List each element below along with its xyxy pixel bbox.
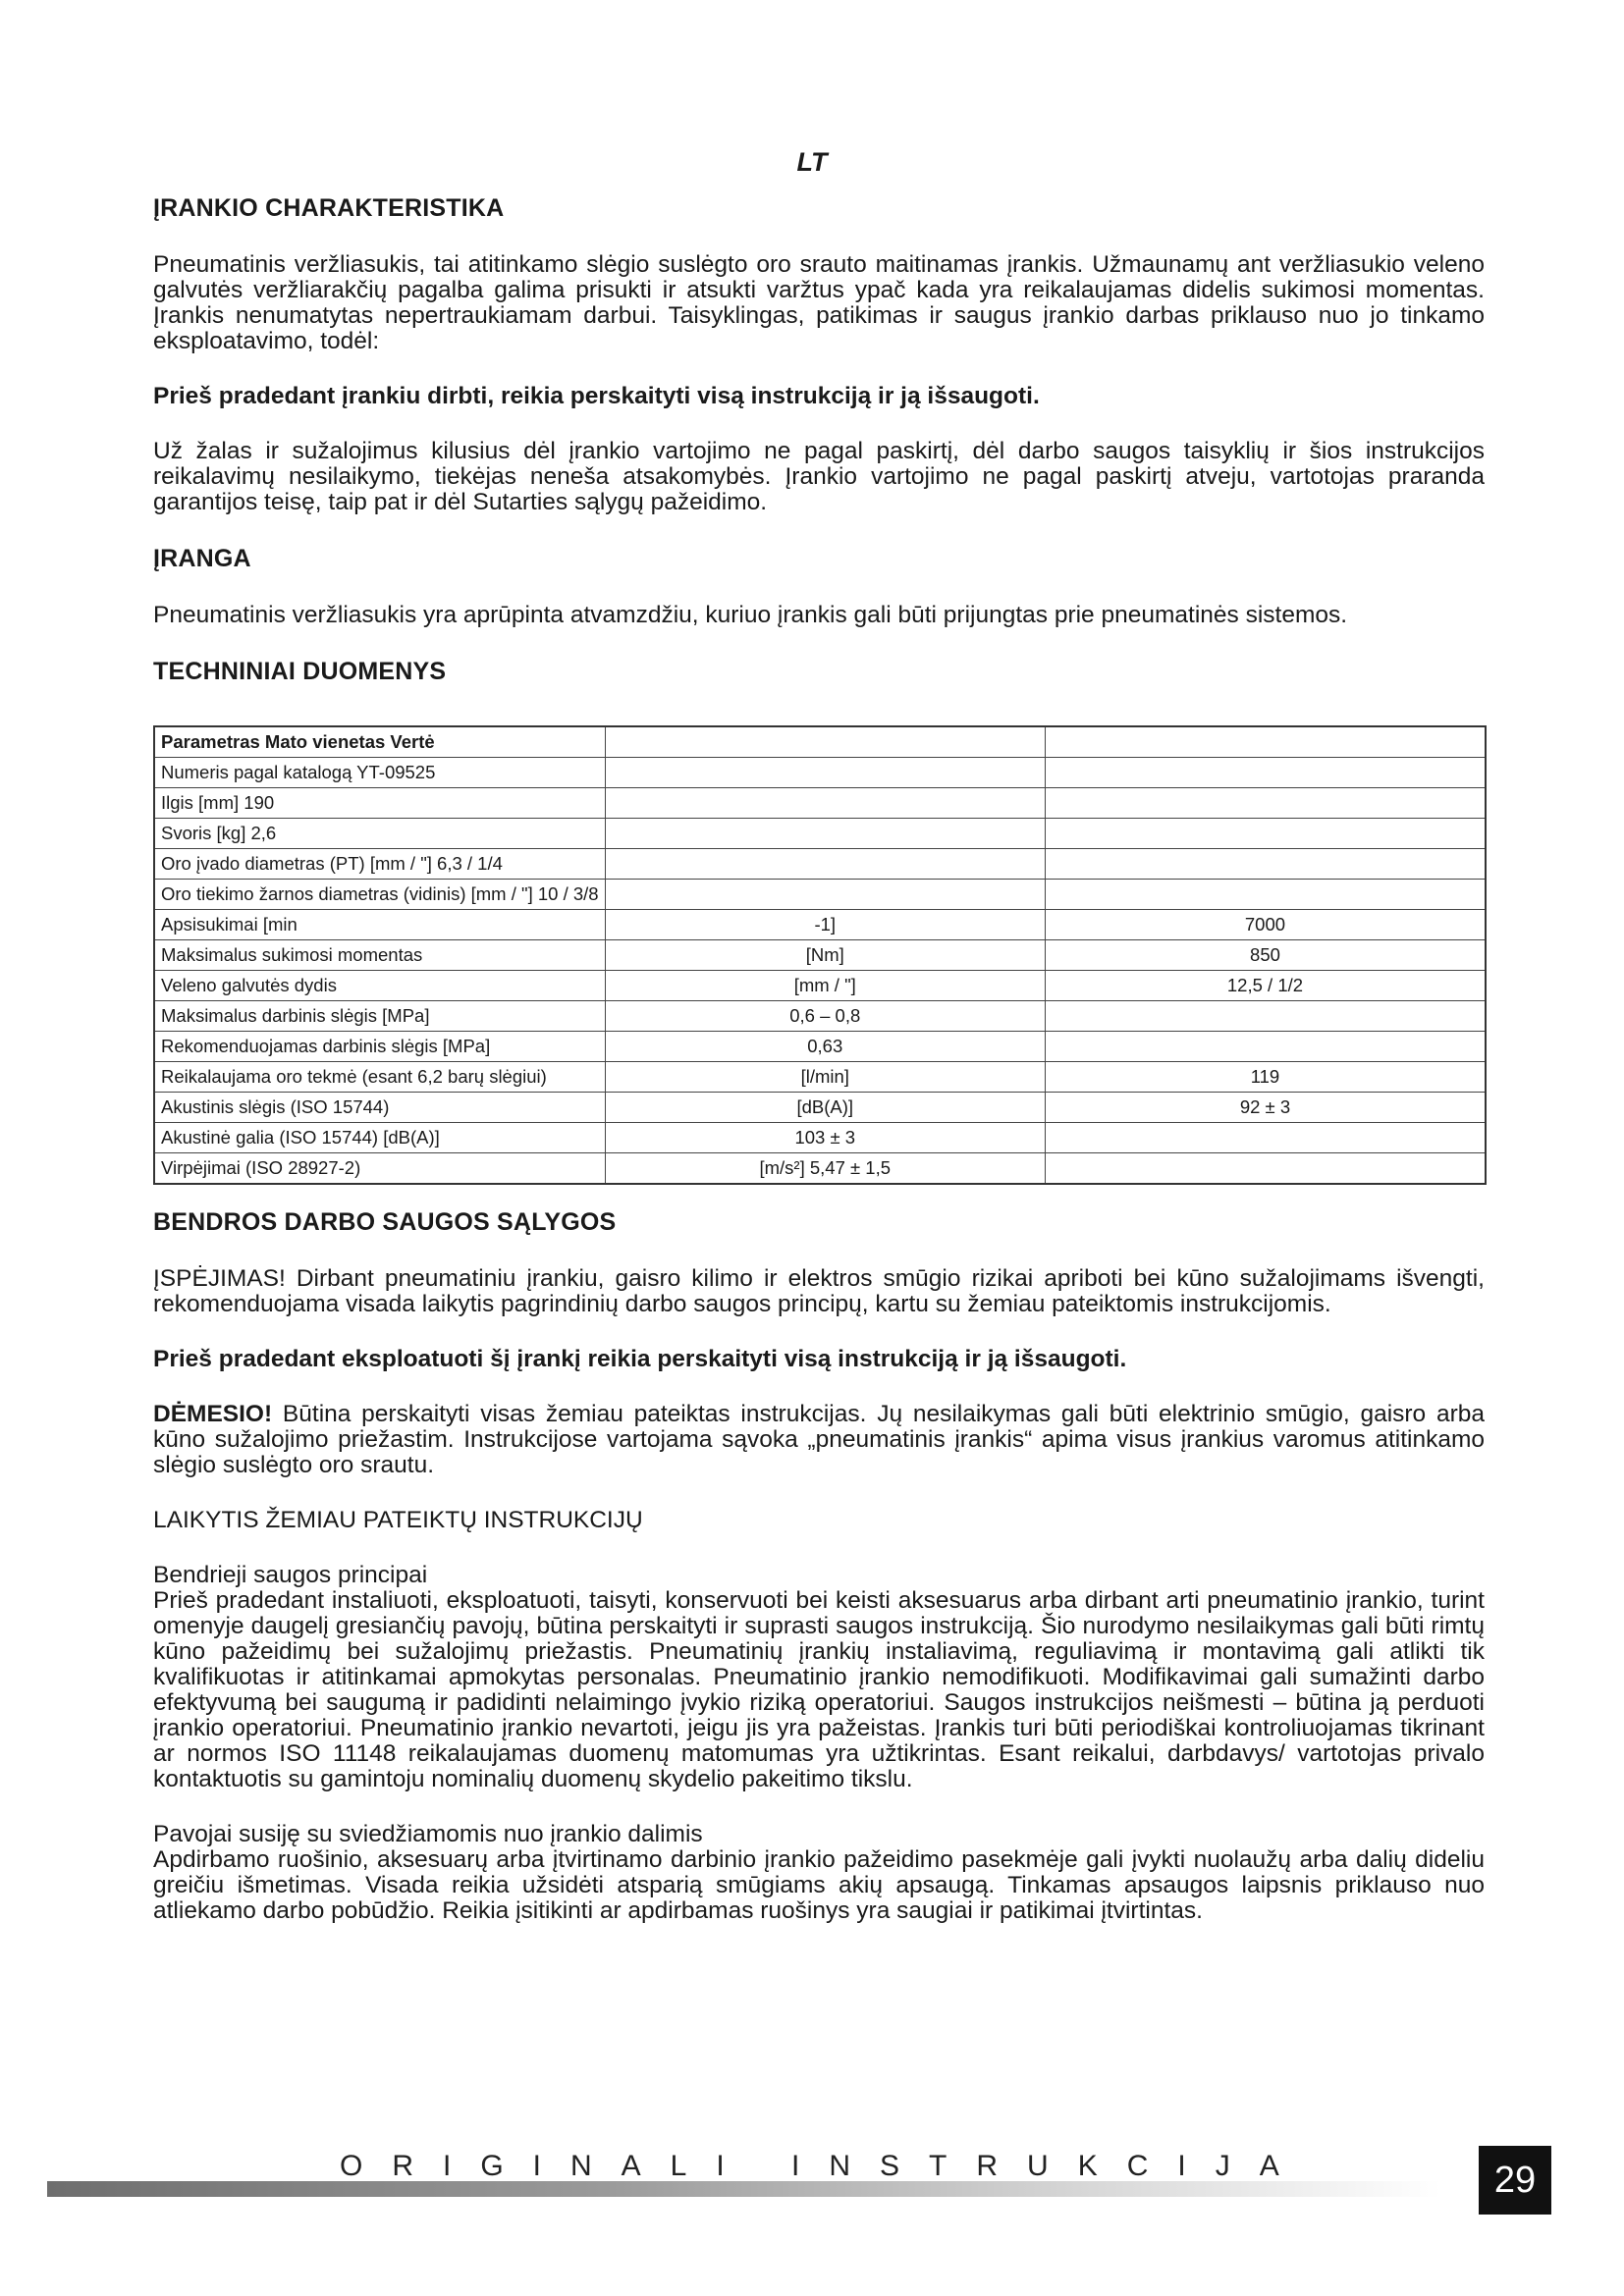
table-cell — [605, 819, 1045, 849]
table-cell — [605, 788, 1045, 819]
table-row — [154, 1123, 1486, 1153]
paragraph: Už žalas ir sužalojimus kilusius dėl įrankio vartojimo ne pagal paskirtį, dėl darbo saugos taisyklių ir šios instrukcijos reikalavimų nesilaikymo, tiekėjas neneša atsakomybės. Įrankio vartojimo ne pagal paskirtį atveju, vartotojas praranda garantijos teisę, taip pat ir dėl Sutarties sąlygų pažeidimo. — [153, 438, 1485, 515]
table-cell: Maksimalus sukimosi momentas — [154, 940, 605, 971]
table-row — [154, 849, 1486, 880]
table-cell: Oro įvado diametras (PT) [mm / "] 6,3 / 1/4 — [154, 849, 605, 880]
bold-instruction: Prieš pradedant eksploatuoti šį įrankį reikia perskaityti visą instrukciją ir ją išsaugoti. — [153, 1346, 1127, 1372]
table-cell: 7000 — [1045, 910, 1486, 940]
page-number: 29 — [1479, 2146, 1551, 2215]
table-cell — [1045, 788, 1486, 819]
paragraph: Pneumatinis veržliasukis yra aprūpinta atvamzdžiu, kuriuo įrankis gali būti prijungtas prie pneumatinės sistemos. — [153, 602, 1348, 628]
table-row — [154, 940, 1486, 971]
table-cell: Oro tiekimo žarnos diametras (vidinis) [mm / "] 10 / 3/8 — [154, 880, 605, 910]
section-title-equipment: ĮRANGA — [153, 545, 251, 572]
paragraph: Pneumatinis veržliasukis, tai atitinkamo slėgio suslėgto oro srauto maitinamas įrankis. Užmaunamų ant veržliasukio veleno galvutės veržliarakčių pagalba galima prisukti ir atsukti varžtus ypač kada yra reikalaujamas didelis sukimosi momentas. Įrankis nenumatytas nepertraukiamam darbui. Taisyklingas, patikimas ir saugus įrankio darbas priklauso nuo jo tinkamo eksploatavimo, todėl: — [153, 251, 1485, 354]
table-cell: Maksimalus darbinis slėgis [MPa] — [154, 1001, 605, 1032]
table-row — [154, 910, 1486, 940]
table-row — [154, 1032, 1486, 1062]
language-code: LT — [796, 147, 828, 177]
table-cell: 12,5 / 1/2 — [1045, 971, 1486, 1001]
table-cell — [1045, 1123, 1486, 1153]
section-title-tool-characteristics: ĮRANKIO CHARAKTERISTIKA — [153, 194, 505, 222]
table-cell — [1045, 849, 1486, 880]
table-cell: Akustinė galia (ISO 15744) [dB(A)] — [154, 1123, 605, 1153]
subsection-title: Bendrieji saugos principai — [153, 1562, 428, 1588]
table-cell — [1045, 758, 1486, 788]
table-cell: 92 ± 3 — [1045, 1093, 1486, 1123]
table-row — [154, 726, 1486, 758]
table-row — [154, 971, 1486, 1001]
table-cell: Veleno galvutės dydis — [154, 971, 605, 1001]
paragraph: ĮSPĖJIMAS! Dirbant pneumatiniu įrankiu, gaisro kilimo ir elektros smūgio rizikai apriboti bei kūno sužalojimams išvengti, rekomenduojama visada laikytis pagrindinių darbo saugos principų, kartu su žemiau pateiktomis instrukcijomis. — [153, 1265, 1485, 1317]
paragraph: Apdirbamo ruošinio, aksesuarų arba įtvirtinamo darbinio įrankio pažeidimo pasekmėje gali įvykti nuolaužų arba dalių dideliu greičiu išmetimas. Visada reikia užsidėti atsparią smūgiams akių apsaugą. Tinkamas apsaugos laipsnis priklauso nuo atliekamo darbo pobūdžio. Reikia įsitikinti ar apdirbamas ruošinys yra saugiai ir patikimai įtvirtintas. — [153, 1846, 1485, 1924]
table-cell: -1] — [605, 910, 1045, 940]
table-row — [154, 788, 1486, 819]
technical-data-table — [153, 725, 1487, 1185]
table-cell: Apsisukimai [min — [154, 910, 605, 940]
table-cell: Svoris [kg] 2,6 — [154, 819, 605, 849]
table-cell: [dB(A)] — [605, 1093, 1045, 1123]
table-cell — [605, 758, 1045, 788]
table-cell: 103 ± 3 — [605, 1123, 1045, 1153]
paragraph: Prieš pradedant instaliuoti, eksploatuoti, taisyti, konservuoti bei keisti aksesuarus arba dirbant arti pneumatinio įrankio, turint omenyje daugelį gresiančių pavojų, būtina perskaityti ir suprasti saugos instrukciją. Šio nurodymo nesilaikymas gali būti rimtų kūno pažeidimų bei sužalojimų priežastis. Pneumatinių įrankių instaliavimą, reguliavimą ir montavimą gali atlikti tik kvalifikuotas ir atitinkamai apmokytas personalas. Pneumatinio įrankio nemodifikuoti. Modifikavimai gali sumažinti darbo efektyvumą bei saugumą ir padidinti nelaimingo įvykio riziką operatoriui. Saugos instrukcijos neišmesti – būtina ją perduoti įrankio operatoriui. Pneumatinio įrankio nevartoti, jeigu jis yra pažeistas. Įrankis turi būti periodiškai kontroliuojamas tikrinant ar normos ISO 11148 reikalaujamas duomenų matomumas yra užtikrintas. Esant reikalui, darbdavys/ vartotojas privalo kontaktuotis su gamintoju nominalių duomenų skydelio pakeitimo tikslu. — [153, 1587, 1485, 1792]
table-cell: Virpėjimai (ISO 28927-2) — [154, 1153, 605, 1185]
table-cell — [605, 849, 1045, 880]
table-row — [154, 1062, 1486, 1093]
attention-text: Būtina perskaityti visas žemiau pateiktas instrukcijas. Jų nesilaikymas gali būti elektrinio smūgio, gaisro arba kūno sužalojimo priežastim. Instrukcijose vartojama sąvoka „pneumatinis įrankis“ apima visus įrankius varomus atitinkamo slėgio suslėgto oro srautu. — [153, 1401, 1485, 1478]
table-cell — [1045, 726, 1486, 758]
table-row — [154, 758, 1486, 788]
table-cell: [Nm] — [605, 940, 1045, 971]
subsection-title: Pavojai susiję su sviedžiamomis nuo įrankio dalimis — [153, 1821, 703, 1847]
table-row — [154, 1153, 1486, 1185]
table-cell — [1045, 880, 1486, 910]
attention-paragraph — [153, 1402, 1485, 1478]
table-row — [154, 1093, 1486, 1123]
table-cell: [l/min] — [605, 1062, 1045, 1093]
section-title-technical-data: TECHNINIAI DUOMENYS — [153, 658, 447, 685]
table-cell — [1045, 1001, 1486, 1032]
table-row — [154, 880, 1486, 910]
table-cell: 850 — [1045, 940, 1486, 971]
table-cell — [1045, 1153, 1486, 1185]
table-cell — [605, 726, 1045, 758]
table-cell — [1045, 1032, 1486, 1062]
table-cell: Reikalaujama oro tekmė (esant 6,2 barų slėgiui) — [154, 1062, 605, 1093]
table-cell: [mm / "] — [605, 971, 1045, 1001]
page-content — [153, 194, 1485, 1924]
table-row — [154, 819, 1486, 849]
table-cell: Parametras Mato vienetas Vertė — [154, 726, 605, 758]
table-cell: Rekomenduojamas darbinis slėgis [MPa] — [154, 1032, 605, 1062]
attention-label: DĖMESIO! — [153, 1401, 273, 1427]
table-row — [154, 1001, 1486, 1032]
instruction-heading: LAIKYTIS ŽEMIAU PATEIKTŲ INSTRUKCIJŲ — [153, 1507, 643, 1533]
section-title-general-safety: BENDROS DARBO SAUGOS SĄLYGOS — [153, 1208, 617, 1236]
footer-gradient-bar — [47, 2181, 1441, 2197]
table-cell: Ilgis [mm] 190 — [154, 788, 605, 819]
table-cell — [605, 880, 1045, 910]
table-cell: Akustinis slėgis (ISO 15744) — [154, 1093, 605, 1123]
table-cell: 0,6 – 0,8 — [605, 1001, 1045, 1032]
bold-instruction: Prieš pradedant įrankiu dirbti, reikia perskaityti visą instrukciją ir ją išsaugoti. — [153, 383, 1040, 409]
table-cell: [m/s²] 5,47 ± 1,5 — [605, 1153, 1045, 1185]
table-cell — [1045, 819, 1486, 849]
footer-label: ORIGINALI INSTRUKCIJA — [340, 2150, 1309, 2182]
table-cell: 0,63 — [605, 1032, 1045, 1062]
table-cell: 119 — [1045, 1062, 1486, 1093]
table-cell: Numeris pagal katalogą YT-09525 — [154, 758, 605, 788]
